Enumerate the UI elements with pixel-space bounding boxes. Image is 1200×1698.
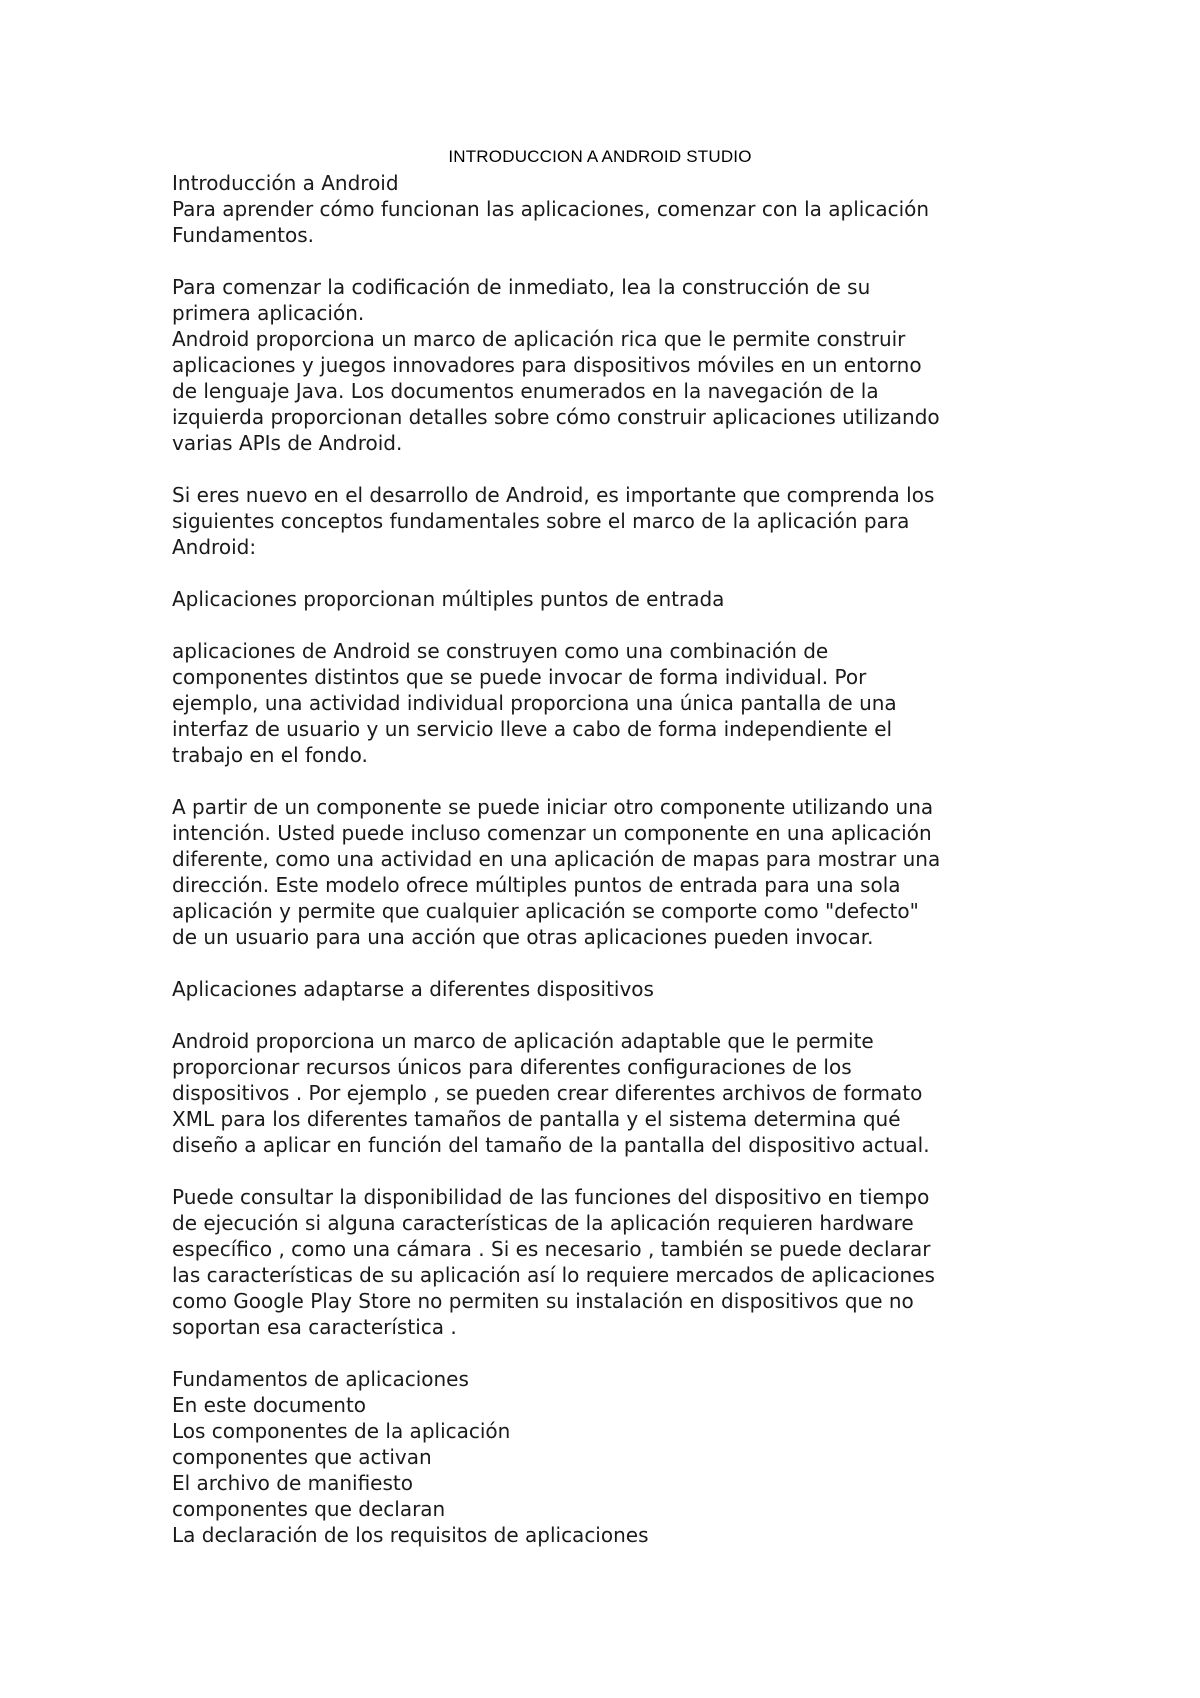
text-line: como Google Play Store no permiten su instalación en dispositivos que no [172, 1289, 914, 1313]
text-line: de ejecución si alguna características de la aplicación requieren hardware [172, 1211, 914, 1235]
text-line: Puede consultar la disponibilidad de las funciones del dispositivo en tiempo [172, 1185, 930, 1209]
text-line: Introducción a Android [172, 171, 399, 195]
text-line: El archivo de manifiesto [172, 1471, 413, 1495]
text-line: Para comenzar la codificación de inmediato, lea la construcción de su [172, 275, 871, 299]
text-line: XML para los diferentes tamaños de pantalla y el sistema determina qué [172, 1107, 901, 1131]
blank-line [172, 768, 1052, 794]
text-line: Si eres nuevo en el desarrollo de Android, es importante que comprenda los [172, 483, 935, 507]
text-line: Android proporciona un marco de aplicación rica que le permite construir [172, 327, 906, 351]
text-line: En este documento [172, 1393, 367, 1417]
text-line: componentes distintos que se puede invocar de forma individual. Por [172, 665, 867, 689]
text-line: varias APIs de Android. [172, 431, 403, 455]
text-line: Android proporciona un marco de aplicación adaptable que le permite [172, 1029, 874, 1053]
blank-line [172, 1002, 1052, 1028]
text-line: dispositivos . Por ejemplo , se pueden crear diferentes archivos de formato [172, 1081, 923, 1105]
text-line: La declaración de los requisitos de aplicaciones [172, 1523, 649, 1547]
text-line: siguientes conceptos fundamentales sobre el marco de la aplicación para [172, 509, 910, 533]
blank-line [172, 456, 1052, 482]
text-line: trabajo en el fondo. [172, 743, 368, 767]
text-line: Para aprender cómo funcionan las aplicaciones, comenzar con la aplicación [172, 197, 930, 221]
blank-line [172, 950, 1052, 976]
text-line: componentes que declaran [172, 1497, 446, 1521]
blank-line [172, 1158, 1052, 1184]
text-line: Android: [172, 535, 257, 559]
text-line: soportan esa característica . [172, 1315, 457, 1339]
text-line: Fundamentos. [172, 223, 315, 247]
document-body [172, 170, 1052, 1548]
text-line: aplicación y permite que cualquier aplicación se comporte como "defecto" [172, 899, 919, 923]
text-line: de lenguaje Java. Los documentos enumerados en la navegación de la [172, 379, 879, 403]
text-line: de un usuario para una acción que otras aplicaciones pueden invocar. [172, 925, 874, 949]
text-line: ejemplo, una actividad individual proporciona una única pantalla de una [172, 691, 897, 715]
text-line: primera aplicación. [172, 301, 365, 325]
text-line: aplicaciones y juegos innovadores para dispositivos móviles en un entorno [172, 353, 922, 377]
blank-line [172, 248, 1052, 274]
text-line: proporcionar recursos únicos para diferentes configuraciones de los [172, 1055, 852, 1079]
text-line: Los componentes de la aplicación [172, 1419, 511, 1443]
text-line: izquierda proporcionan detalles sobre cómo construir aplicaciones utilizando [172, 405, 940, 429]
blank-line [172, 560, 1052, 586]
text-line: diseño a aplicar en función del tamaño de la pantalla del dispositivo actual. [172, 1133, 930, 1157]
text-line: dirección. Este modelo ofrece múltiples puntos de entrada para una sola [172, 873, 901, 897]
text-line: Fundamentos de aplicaciones [172, 1367, 469, 1391]
text-line: las características de su aplicación así lo requiere mercados de aplicaciones [172, 1263, 935, 1287]
document-title: INTRODUCCION A ANDROID STUDIO [448, 147, 752, 166]
text-line: interfaz de usuario y un servicio lleve a cabo de forma independiente el [172, 717, 893, 741]
text-line: aplicaciones de Android se construyen como una combinación de [172, 639, 829, 663]
text-line: diferente, como una actividad en una aplicación de mapas para mostrar una [172, 847, 941, 871]
text-line: intención. Usted puede incluso comenzar un componente en una aplicación [172, 821, 932, 845]
text-line: específico , como una cámara . Si es necesario , también se puede declarar [172, 1237, 931, 1261]
text-line: Aplicaciones adaptarse a diferentes dispositivos [172, 977, 654, 1001]
blank-line [172, 1340, 1052, 1366]
text-line: Aplicaciones proporcionan múltiples puntos de entrada [172, 587, 725, 611]
blank-line [172, 612, 1052, 638]
text-line: componentes que activan [172, 1445, 432, 1469]
text-line: A partir de un componente se puede iniciar otro componente utilizando una [172, 795, 934, 819]
